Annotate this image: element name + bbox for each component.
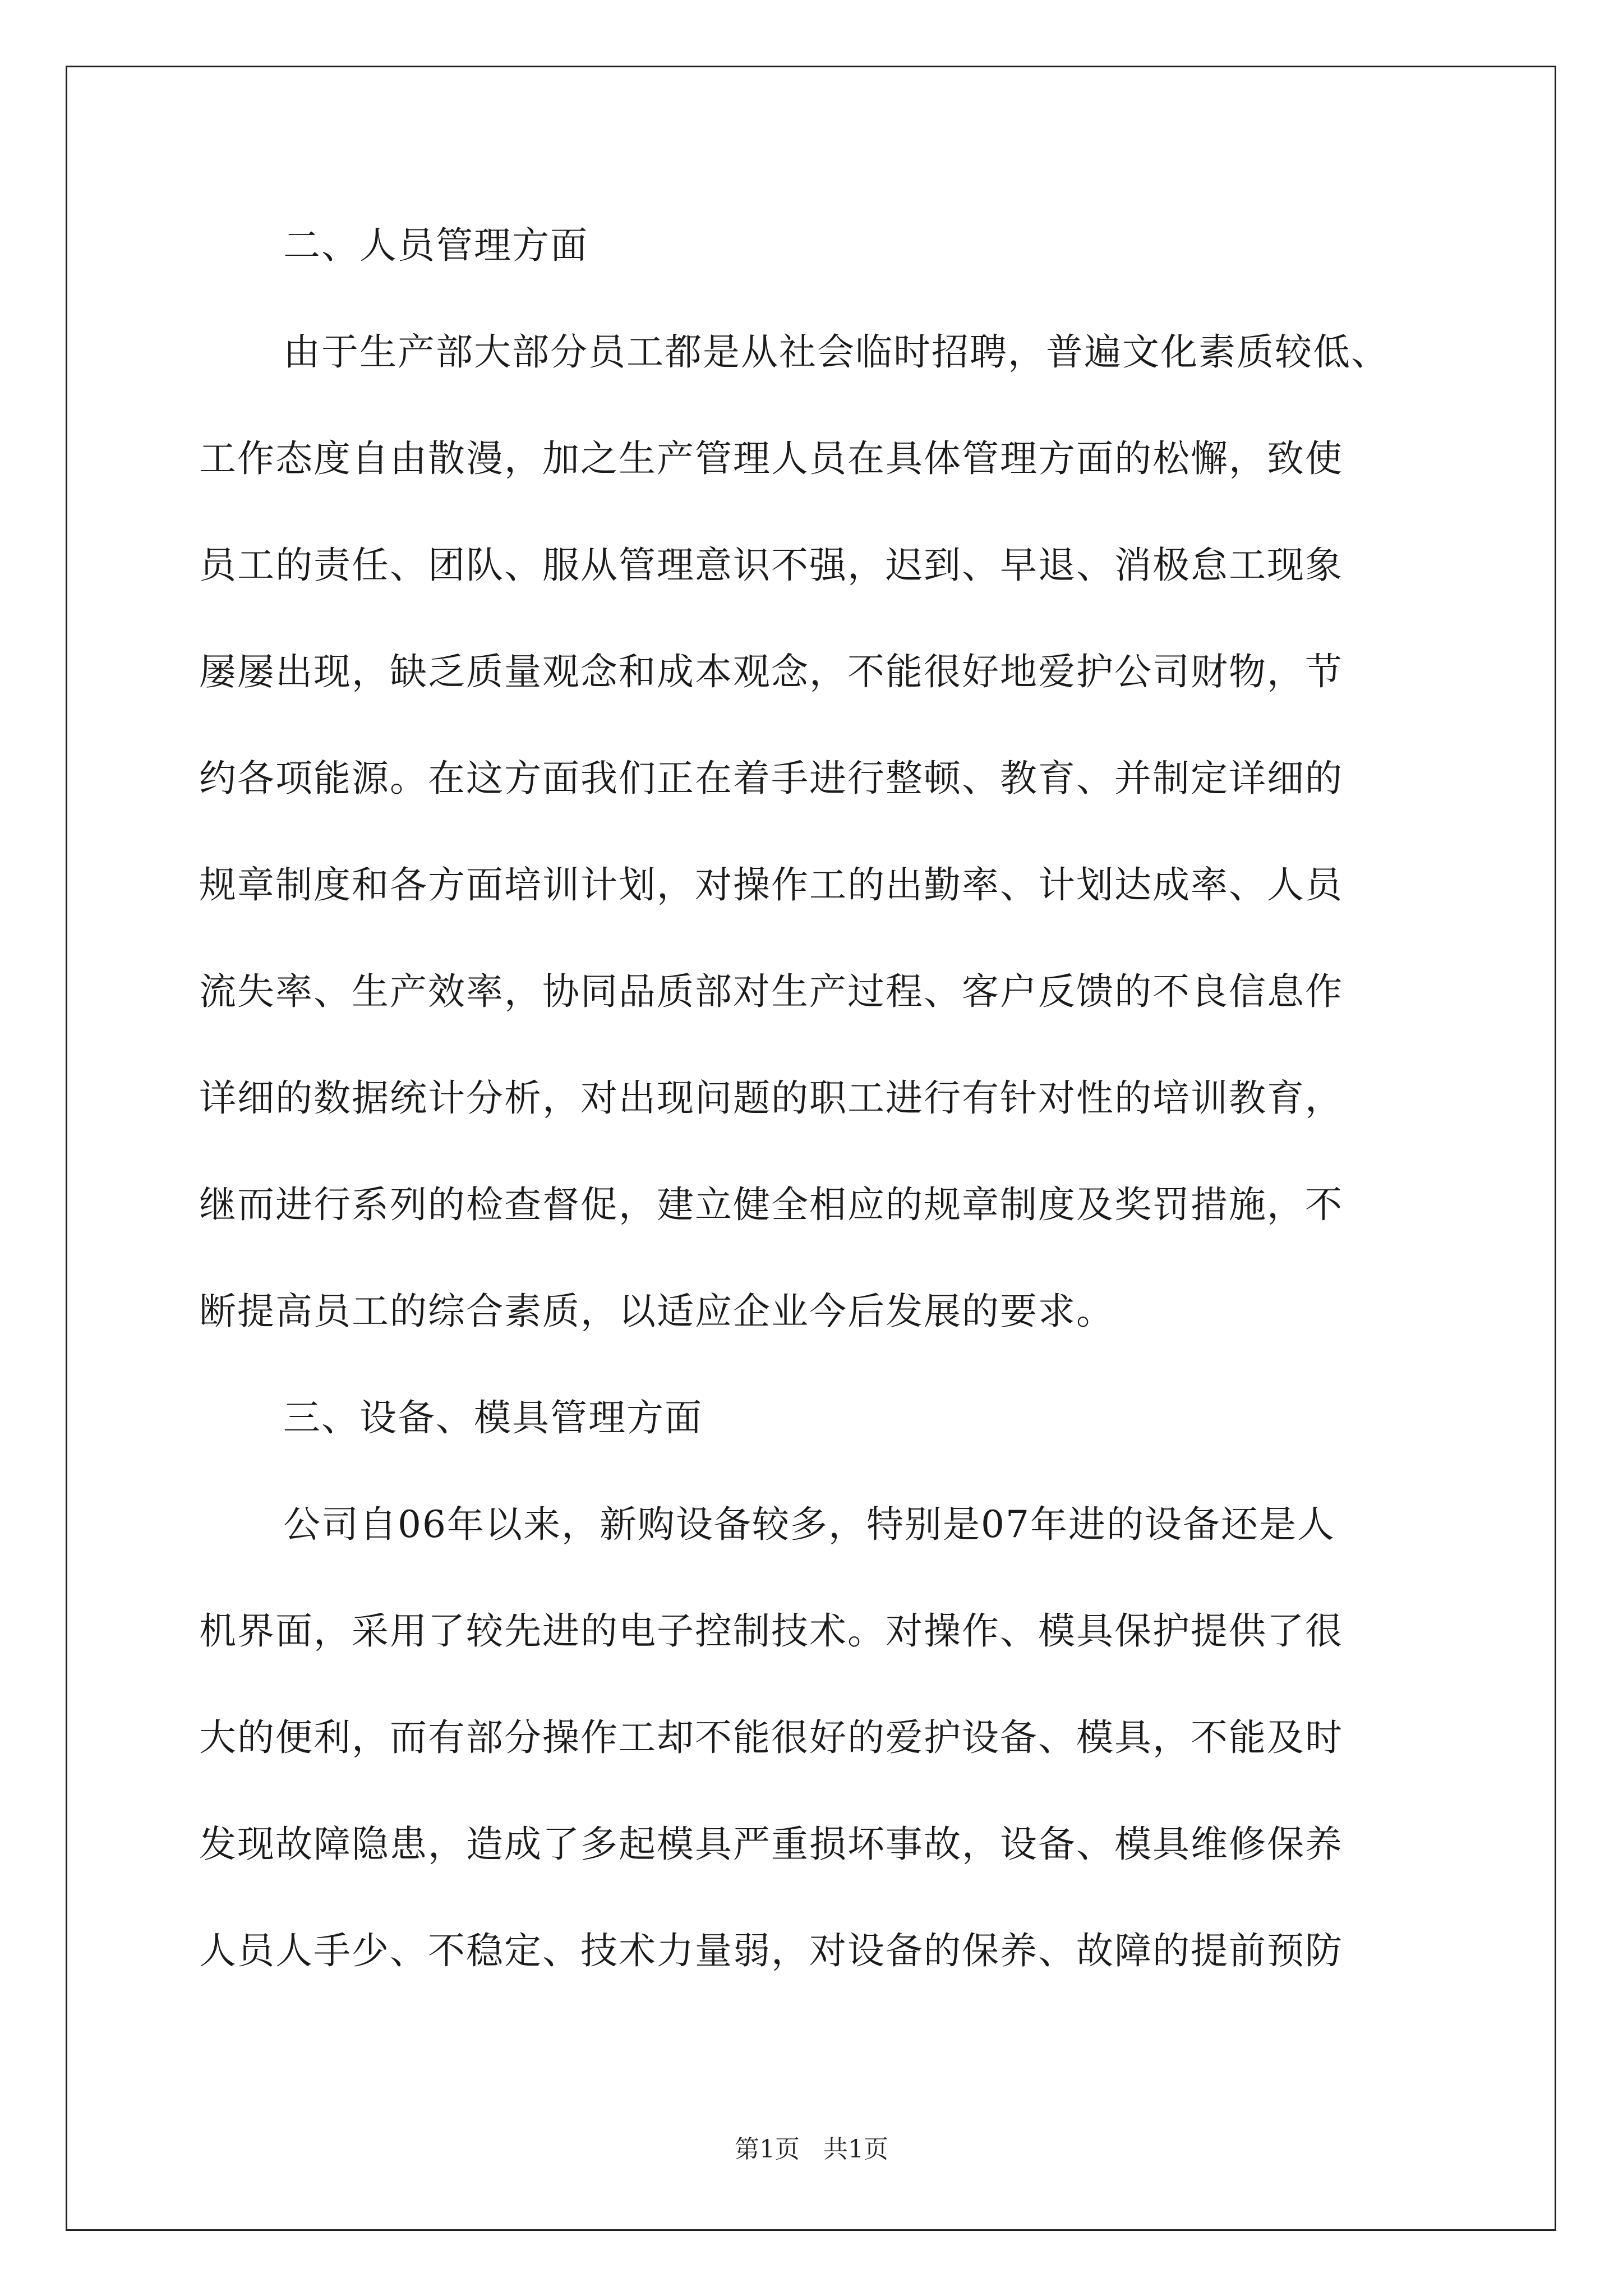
paragraph-line: 详细的数据统计分析，对出现问题的职工进行有针对性的培训教育，: [199, 1076, 1343, 1120]
paragraph-line: 屡屡出现，缺乏质量观念和成本观念，不能很好地爱护公司财物，节: [199, 650, 1343, 693]
page-number: 第1页: [735, 2135, 800, 2164]
paragraph-line: 断提高员工的综合素质，以适应企业今后发展的要求。: [199, 1290, 1114, 1333]
paragraph-line: 员工的责任、团队、服从管理意识不强，迟到、早退、消极怠工现象: [199, 544, 1343, 587]
paragraph-line: 工作态度自由散漫，加之生产管理人员在具体管理方面的松懈，致使: [199, 437, 1343, 480]
paragraph-line: 人员人手少、不稳定、技术力量弱，对设备的保养、故障的提前预防: [199, 1929, 1343, 1972]
paragraph-line: 由于生产部大部分员工都是从社会临时招聘，普遍文化素质较低、: [283, 330, 1389, 374]
paragraph-line: 机界面，采用了较先进的电子控制技术。对操作、模具保护提供了很: [199, 1609, 1343, 1653]
paragraph-line: 约各项能源。在这方面我们正在着手进行整顿、教育、并制定详细的: [199, 757, 1343, 800]
section-heading-personnel: 二、人员管理方面: [283, 224, 588, 267]
paragraph-line: 大的便利，而有部分操作工却不能很好的爱护设备、模具，不能及时: [199, 1716, 1343, 1759]
paragraph-line: 继而进行系列的检查督促，建立健全相应的规章制度及奖罚措施，不: [199, 1183, 1343, 1226]
paragraph-line: 发现故障隐患，造成了多起模具严重损坏事故，设备、模具维修保养: [199, 1823, 1343, 1866]
paragraph-line: 规章制度和各方面培训计划，对操作工的出勤率、计划达成率、人员: [199, 863, 1343, 907]
page-footer: [0, 2129, 1623, 2165]
section-heading-equipment: 三、设备、模具管理方面: [283, 1396, 703, 1439]
document-body: [199, 216, 1427, 2028]
paragraph-line: 公司自06年以来，新购设备较多，特别是07年进的设备还是人: [283, 1503, 1335, 1546]
page-total: 共1页: [823, 2135, 888, 2164]
paragraph-line: 流失率、生产效率，协同品质部对生产过程、客户反馈的不良信息作: [199, 970, 1343, 1013]
